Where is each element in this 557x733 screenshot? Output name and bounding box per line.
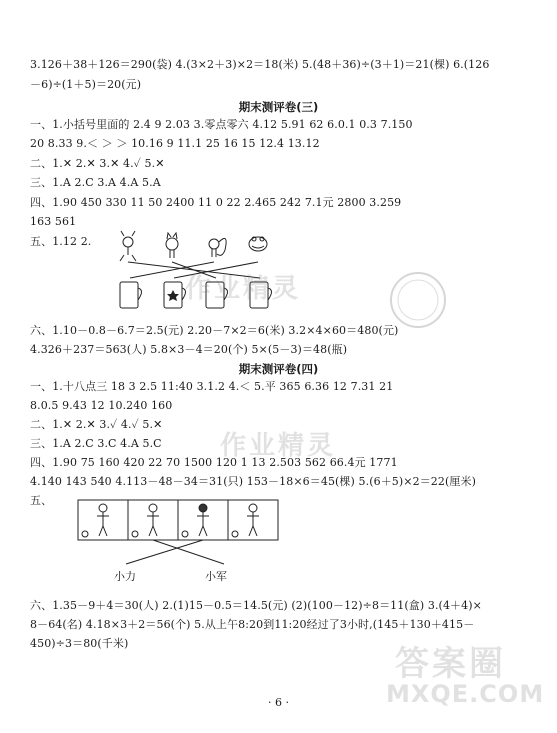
name-label: 小军	[205, 570, 227, 583]
frog-icon	[249, 237, 267, 251]
star-icon	[167, 290, 179, 301]
answer-line: 三、1.A 2.C 3.A 4.A 5.A	[30, 176, 161, 189]
watermark-logo: 答案圈	[395, 644, 506, 684]
answer-line: 20 8.33 9.＜ ＞ ＞ 10.16 9 11.1 25 16 15 12.4 13.12	[30, 137, 320, 150]
watermark-url: MXQE.COM	[386, 680, 545, 708]
answer-line: 五、1.12 2.	[30, 235, 92, 248]
answer-line: 四、1.90 75 160 420 22 70 1500 120 1 13 2.503 562 66.4元 1771	[30, 456, 398, 469]
matching-figure-people	[76, 498, 286, 582]
matching-lines	[126, 540, 224, 564]
section-title: 期末测评卷(三)	[238, 100, 319, 114]
section-title: 期末测评卷(四)	[238, 362, 319, 376]
squirrel-icon	[209, 238, 226, 257]
answer-line: 4.326＋237＝563(人) 5.8×3－4＝20(个) 5×(5－3)＝48(瓶)	[30, 343, 348, 356]
answer-line: 六、1.35－9＋4＝30(人) 2.(1)15－0.5＝14.5(元) (2)(100－12)÷8＝11(盒) 3.(4＋4)×	[30, 599, 482, 612]
answer-line: 三、1.A 2.C 3.C 4.A 5.C	[30, 437, 162, 450]
name-label: 小力	[114, 570, 136, 583]
answer-line: 五、	[30, 494, 53, 507]
answer-line: 二、1.✕ 2.✕ 3.✕ 4.✓ 5.✕	[30, 157, 165, 170]
answer-line: 163 561	[30, 215, 77, 228]
answer-line: 一、1.十八点三 18 3 2.5 11:40 3.1.2 4.＜ 5.平 365 6.36 12 7.31 21	[30, 380, 394, 393]
answer-line: 8－64(名) 4.18×3＋2＝56(个) 5.从上午8:20到11:20经过了3小时,(145＋130＋415－	[30, 618, 475, 631]
watermark-text: 作业精灵	[185, 274, 302, 304]
watermark-text: 作业精灵	[220, 431, 337, 461]
answer-line: 二、1.✕ 2.✕ 3.✓ 4.✓ 5.✕	[30, 418, 163, 431]
page-number: · 6 ·	[268, 696, 289, 709]
seal-stamp	[388, 270, 448, 330]
answer-line: 3.126＋38＋126＝290(袋) 4.(3×2＋3)×2＝18(米) 5.(48＋36)÷(3＋1)＝21(棵) 6.(126	[30, 58, 490, 71]
deer-icon	[120, 231, 136, 261]
answer-line: 四、1.90 450 330 11 50 2400 11 0 22 2.465 242 7.1元 2800 3.259	[30, 196, 402, 209]
answer-line: 六、1.10－0.8－6.7＝2.5(元) 2.20－7×2＝6(米) 3.2×4×60＝480(元)	[30, 324, 399, 337]
answer-line: 一、1.小括号里面的 2.4 9 2.03 3.零点零六 4.12 5.91 62 6.0.1 0.3 7.150	[30, 118, 413, 131]
answer-line: 4.140 143 540 4.113－48－34＝31(只) 153－18×6＝45(棵) 5.(6＋5)×2＝22(厘米)	[30, 475, 476, 488]
answer-line: 450)÷3＝80(千米)	[30, 637, 129, 650]
answer-line: 8.0.5 9.43 12 10.240 160	[30, 399, 173, 412]
answer-line: －6)÷(1＋5)＝20(元)	[30, 78, 142, 91]
cat-icon	[166, 233, 178, 258]
